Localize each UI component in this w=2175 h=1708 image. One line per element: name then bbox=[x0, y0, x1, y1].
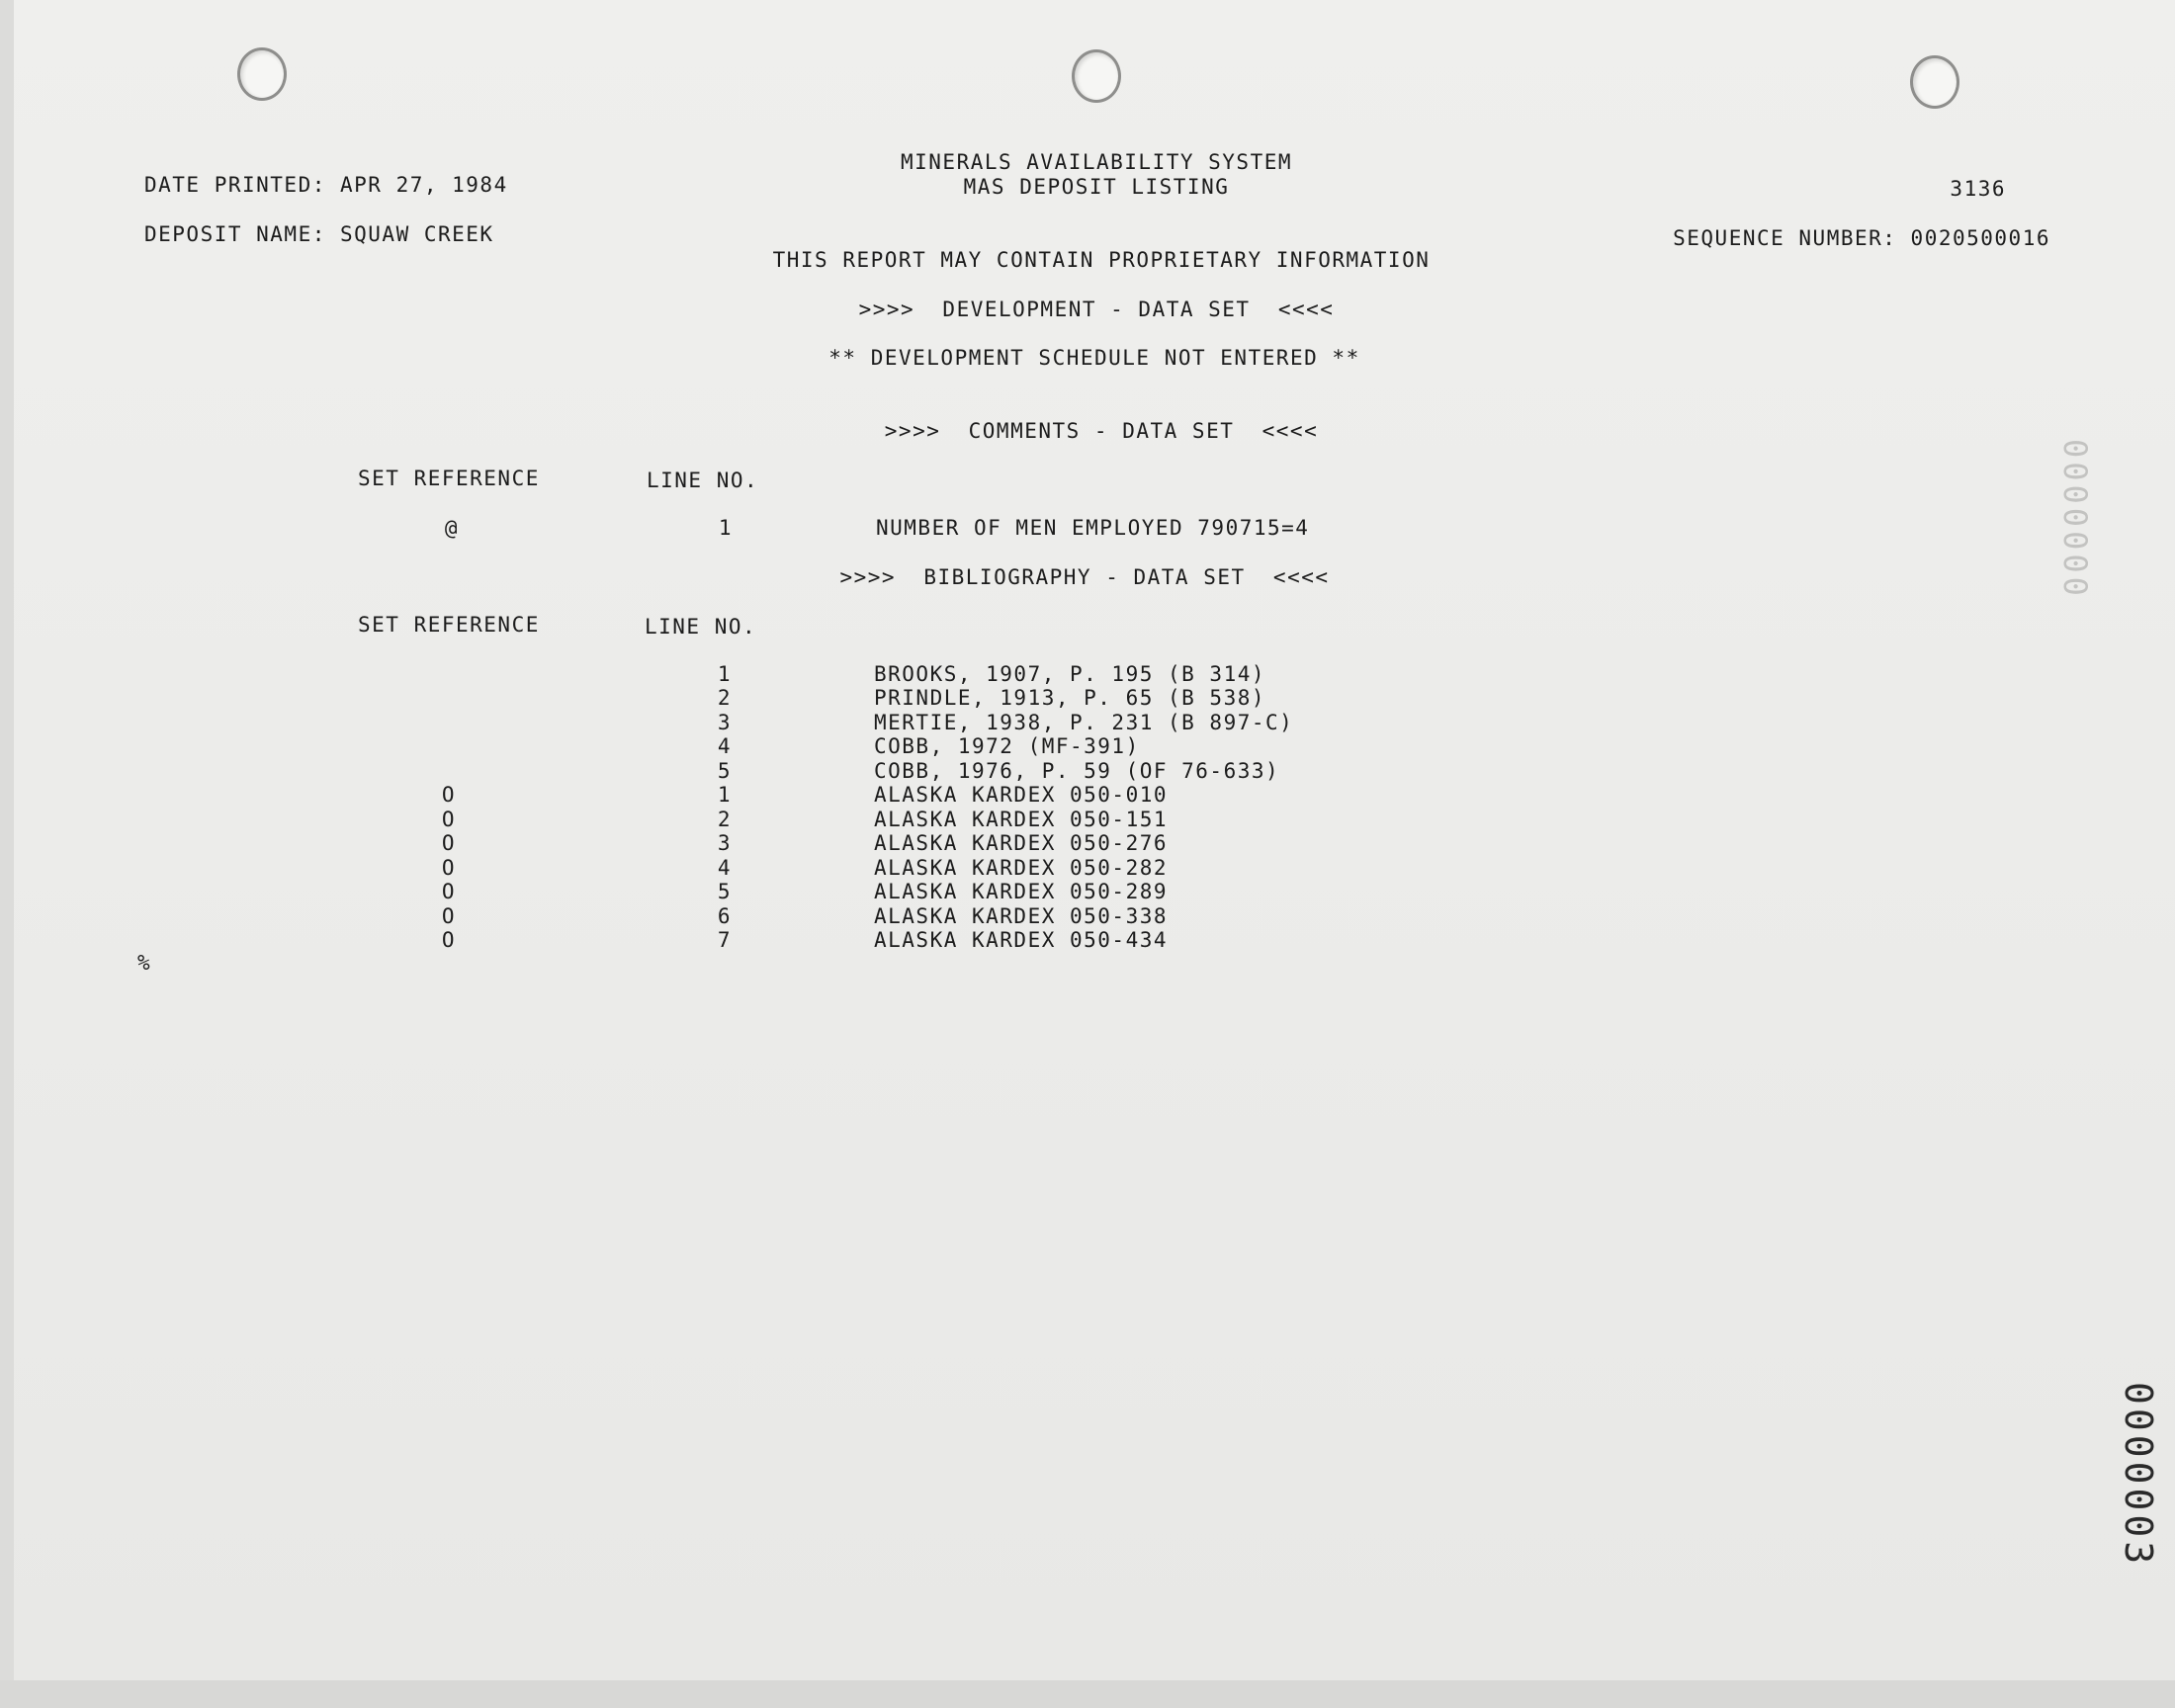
bib-line-no: 3 bbox=[717, 831, 733, 855]
bib-ref: O bbox=[441, 928, 457, 952]
bib-line-no: 2 bbox=[717, 808, 733, 831]
comments-col-set-reference: SET REFERENCE bbox=[358, 467, 540, 490]
bib-entry: PRINDLE, 1913, P. 65 (B 538) bbox=[874, 686, 1266, 710]
listing-title: MAS DEPOSIT LISTING bbox=[963, 175, 1230, 199]
bibliography-col-line-no: LINE NO. bbox=[645, 615, 757, 639]
bib-entry: MERTIE, 1938, P. 231 (B 897-C) bbox=[874, 711, 1294, 734]
bib-line-no: 5 bbox=[717, 880, 733, 903]
bib-entry: COBB, 1972 (MF-391) bbox=[874, 734, 1140, 758]
bib-ref: O bbox=[441, 880, 457, 903]
bib-line-no: 6 bbox=[717, 904, 733, 928]
proprietary-notice: THIS REPORT MAY CONTAIN PROPRIETARY INFORMATION bbox=[772, 248, 1431, 272]
bibliography-col-set-reference: SET REFERENCE bbox=[358, 613, 540, 637]
page-left-edge bbox=[0, 0, 14, 1708]
frame-stamp-faint: 0000000 bbox=[2056, 439, 2094, 600]
bib-line-no: 4 bbox=[717, 856, 733, 880]
bib-line-no: 1 bbox=[717, 662, 733, 686]
bib-entry: ALASKA KARDEX 050-151 bbox=[874, 808, 1169, 831]
bib-entry: BROOKS, 1907, P. 195 (B 314) bbox=[874, 662, 1266, 686]
date-printed: DATE PRINTED: APR 27, 1984 bbox=[144, 173, 508, 197]
punch-hole-center bbox=[1072, 49, 1121, 103]
bib-line-no: 7 bbox=[717, 928, 733, 952]
development-heading: >>>> DEVELOPMENT - DATA SET <<<< bbox=[858, 298, 1335, 321]
bib-entry: ALASKA KARDEX 050-010 bbox=[874, 783, 1169, 807]
punch-hole-right bbox=[1910, 55, 1959, 109]
bib-line-no: 2 bbox=[717, 686, 733, 710]
bib-line-no: 1 bbox=[717, 783, 733, 807]
page-bottom-band bbox=[0, 1680, 2175, 1708]
bib-ref: O bbox=[441, 856, 457, 880]
comment-text: NUMBER OF MEN EMPLOYED 790715=4 bbox=[876, 516, 1310, 540]
bib-line-no: 4 bbox=[717, 734, 733, 758]
bib-entry: ALASKA KARDEX 050-289 bbox=[874, 880, 1169, 903]
bib-ref: O bbox=[441, 904, 457, 928]
comment-ref: @ bbox=[444, 516, 460, 540]
bib-line-no: 3 bbox=[717, 711, 733, 734]
page-number: 3136 bbox=[1950, 177, 2006, 201]
bib-entry: ALASKA KARDEX 050-276 bbox=[874, 831, 1169, 855]
bib-entry: ALASKA KARDEX 050-434 bbox=[874, 928, 1169, 952]
bib-entry: ALASKA KARDEX 050-338 bbox=[874, 904, 1169, 928]
comments-heading: >>>> COMMENTS - DATA SET <<<< bbox=[884, 419, 1319, 443]
bib-ref: O bbox=[441, 831, 457, 855]
comment-line-no: 1 bbox=[718, 516, 734, 540]
punch-hole-left bbox=[237, 47, 287, 101]
sequence-number: SEQUENCE NUMBER: 0020500016 bbox=[1673, 226, 2050, 250]
bib-ref: O bbox=[441, 808, 457, 831]
bibliography-heading: >>>> BIBLIOGRAPHY - DATA SET <<<< bbox=[839, 565, 1330, 589]
bib-line-no: 5 bbox=[717, 759, 733, 783]
frame-stamp: 0000003 bbox=[2117, 1382, 2160, 1569]
deposit-name: DEPOSIT NAME: SQUAW CREEK bbox=[144, 222, 494, 246]
bib-entry: COBB, 1976, P. 59 (OF 76-633) bbox=[874, 759, 1280, 783]
system-title: MINERALS AVAILABILITY SYSTEM bbox=[900, 150, 1293, 174]
end-of-listing-mark: % bbox=[137, 951, 152, 975]
development-note: ** DEVELOPMENT SCHEDULE NOT ENTERED ** bbox=[828, 346, 1360, 370]
bib-entry: ALASKA KARDEX 050-282 bbox=[874, 856, 1169, 880]
comments-col-line-no: LINE NO. bbox=[647, 469, 759, 492]
bib-ref: O bbox=[441, 783, 457, 807]
